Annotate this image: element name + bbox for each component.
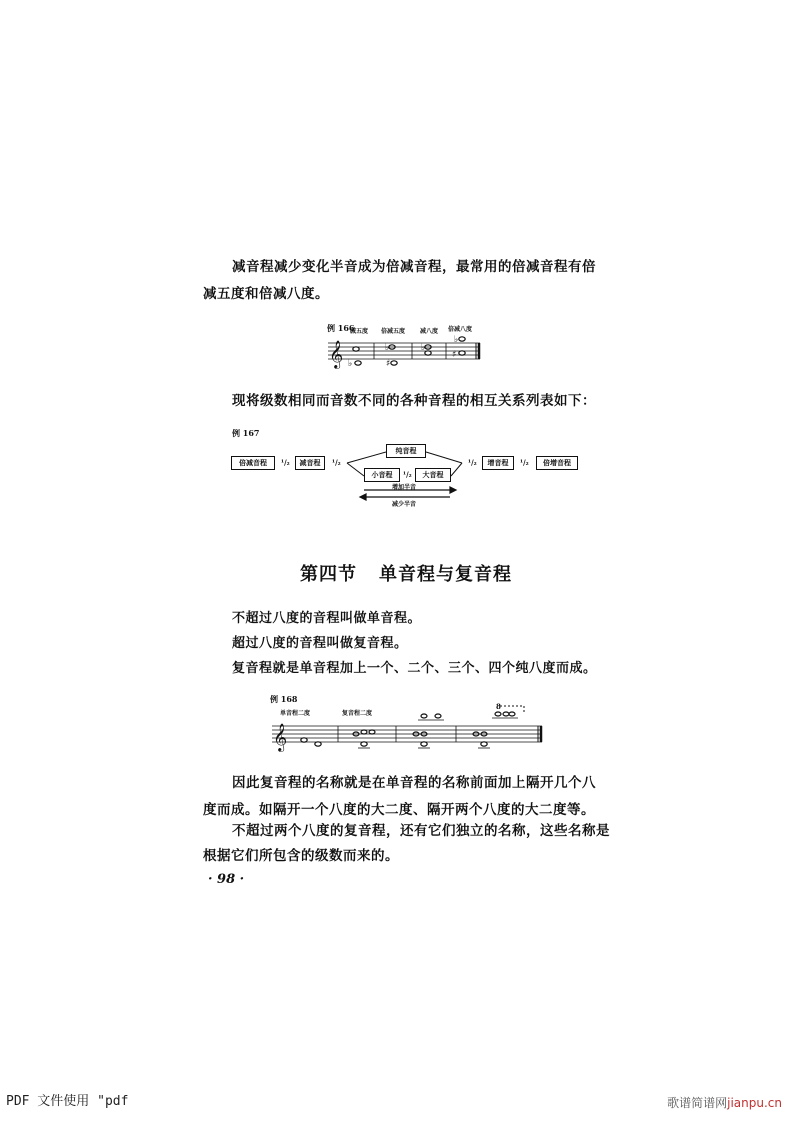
example-167-connectors [330,440,530,500]
page-number: · 98 · [208,872,245,887]
decrease-half-step-label: 减少半音 [392,501,417,508]
definition-line-3: 复音程就是单音程加上一个、二个、三个、四个纯八度而成。 [232,661,597,676]
paragraph-2: 现将级数相同而音数不同的各种音程的相互关系列表如下： [232,393,596,409]
paragraph-3-line-2: 度而成。如隔开一个八度的大二度、隔开两个八度的大二度等。 [203,802,595,818]
half-step-1: ¹/₂ [281,458,290,467]
half-step-2: ¹/₂ [332,458,341,467]
box-doubly-diminished: 倍减音程 [231,456,275,470]
ottava-mark: 8 [496,702,501,711]
svg-text:♭: ♭ [421,343,426,353]
svg-text:♯: ♯ [452,350,457,360]
ex168-heading-2: 复音程二度 [342,710,373,717]
section-number: 第四节 [300,564,357,585]
section-title [300,560,512,586]
footer-watermark-left: PDF 文件使用 "pdf [6,1094,129,1109]
half-step-4: ¹/₂ [468,458,477,467]
box-major: 大音程 [415,468,451,482]
box-augmented: 增音程 [482,456,514,470]
ex168-heading-1: 单音程二度 [280,710,311,717]
ex166-heading-3: 减八度 [420,328,439,335]
box-minor: 小音程 [364,468,400,482]
paragraph-3-line-1: 因此复音程的名称就是在单音程的名称前面加上隔开几个八 [232,775,596,791]
paragraph-4-line-2: 根据它们所包含的级数而来的。 [203,848,399,864]
example-166-label: 例 166 [327,323,355,333]
box-diminished: 减音程 [295,456,325,470]
half-step-3: ¹/₂ [403,470,412,479]
ex166-heading-1: 减五度 [350,328,369,335]
ex166-heading-2: 倍减五度 [381,328,406,335]
box-perfect: 纯音程 [386,444,426,458]
paragraph-4-line-1: 不超过两个八度的复音程，还有它们独立的名称，这些名称是 [232,823,610,839]
svg-text:𝄞: 𝄞 [329,340,344,368]
half-step-5: ¹/₂ [520,458,529,467]
example-166-staff [328,335,488,375]
increase-half-step-label: 增加半音 [392,484,417,491]
example-168-label: 例 168 [270,694,298,704]
footer-site-name: 歌谱简谱网 [667,1096,728,1110]
svg-text:𝄞: 𝄞 [273,723,288,751]
footer-site-url: jianpu.cn [727,1096,782,1110]
svg-text:♯: ♯ [386,359,391,369]
example-167-label: 例 167 [232,428,260,438]
definition-line-1: 不超过八度的音程叫做单音程。 [232,611,422,626]
svg-text:♭: ♭ [385,343,390,353]
ex166-heading-4: 倍减八度 [448,326,473,333]
section-name: 单音程与复音程 [379,564,512,585]
paragraph-1-line-2: 减五度和倍减八度。 [203,286,329,302]
paragraph-1-line-1: 减音程减少变化半音成为倍减音程，最常用的倍减音程有倍 [232,259,596,275]
example-168-staff [272,702,552,766]
definition-line-2: 超过八度的音程叫做复音程。 [232,636,408,651]
box-doubly-augmented: 倍增音程 [536,456,578,470]
svg-text:♭: ♭ [454,335,459,345]
svg-text:♭: ♭ [348,359,353,369]
footer-watermark-right [667,1094,782,1111]
